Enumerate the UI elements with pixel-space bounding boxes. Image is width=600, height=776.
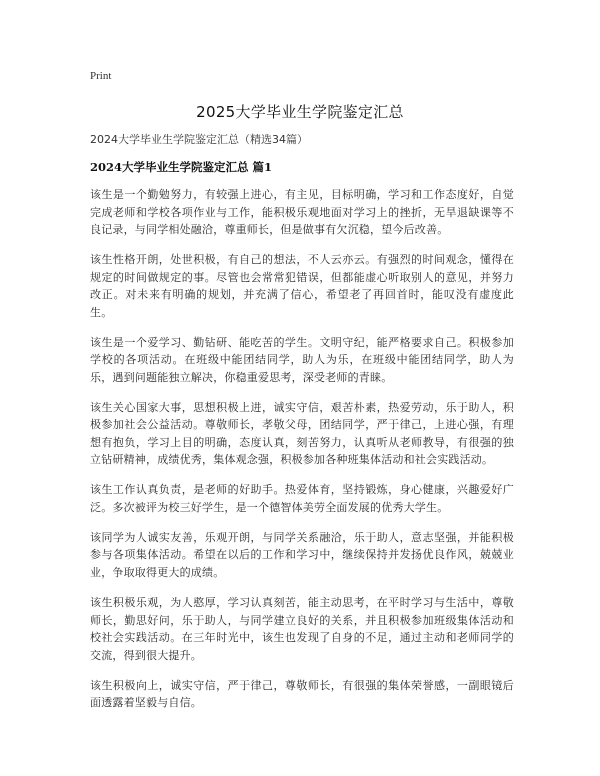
page-title: 2025大学毕业生学院鉴定汇总 [196, 103, 404, 121]
paragraph: 该生性格开朗，处世积极，有自己的想法，不人云亦云。有强烈的时间观念，懂得在规定的时间做规定的事。尽管也会常常犯错误，但都能虚心听取别人的意见，并努力改正。对未来有明确的规划，并充满了信心，希望老了再回首时，能叹没有虚度此生。 [90, 253, 514, 319]
paragraph: 该生积极向上，诚实守信，严于律己，尊敬师长，有很强的集体荣誉感，一副眼镜后面透露着坚毅与自信。 [90, 678, 514, 710]
document-body [90, 186, 514, 724]
paragraph: 该生工作认真负责，是老师的好助手。热爱体育，坚持锻炼，身心健康，兴趣爱好广泛。多次被评为校三好学生，是一个德智体美劳全面发展的优秀大学生。 [90, 483, 514, 514]
document-subtitle: 2024大学毕业生学院鉴定汇总（精选34篇） [90, 133, 308, 146]
paragraph: 该生关心国家大事，思想积极上进，诚实守信，艰苦朴素，热爱劳动，乐于助人，积极参加社会公益活动。尊敬师长，孝敬父母，团结同学，严于律己，上进心强，有理想有抱负，学习上目的明确，态度认真，刻苦努力，认真听从老师教导，有很强的独立钻研精神，成绩优秀，集体观念强，积极参加各种班集体活动和社会实践活动。 [90, 400, 514, 467]
print-label: Print [90, 70, 112, 82]
section-heading: 2024大学毕业生学院鉴定汇总 篇1 [90, 160, 273, 174]
paragraph: 该生积极乐观，为人憨厚，学习认真刻苦，能主动思考，在平时学习与生活中，尊敬师长，勤思好问，乐于助人，与同学建立良好的关系，并且积极参加班级集体活动和校社会实践活动。在三年时光中，该生也发现了自身的不足，通过主动和老师同学的交流，得到很大提升。 [90, 596, 514, 662]
paragraph: 该生是一个爱学习、勤钻研、能吃苦的学生。文明守纪，能严格要求自己。积极参加学校的各项活动。在班级中能团结同学，助人为乐，在班级中能团结同学，助人为乐，遇到问题能独立解决，你稳重爱思考，深受老师的青睐。 [90, 335, 514, 384]
paragraph: 该生是一个勤勉努力，有较强上进心，有主见，目标明确，学习和工作态度好，自觉完成老师和学校各项作业与工作，能积极乐观地面对学习上的挫折，无旱退缺课等不良记录，与同学相处融洽，尊重师长，但是做事有欠沉稳，望今后改善。 [90, 188, 514, 236]
paragraph: 该同学为人诚实友善，乐观开朗，与同学关系融洽，乐于助人，意志坚强，并能积极参与各项集体活动。希望在以后的工作和学习中，继续保持并发扬优良作风，兢兢业业，争取取得更大的成绩。 [90, 530, 514, 579]
